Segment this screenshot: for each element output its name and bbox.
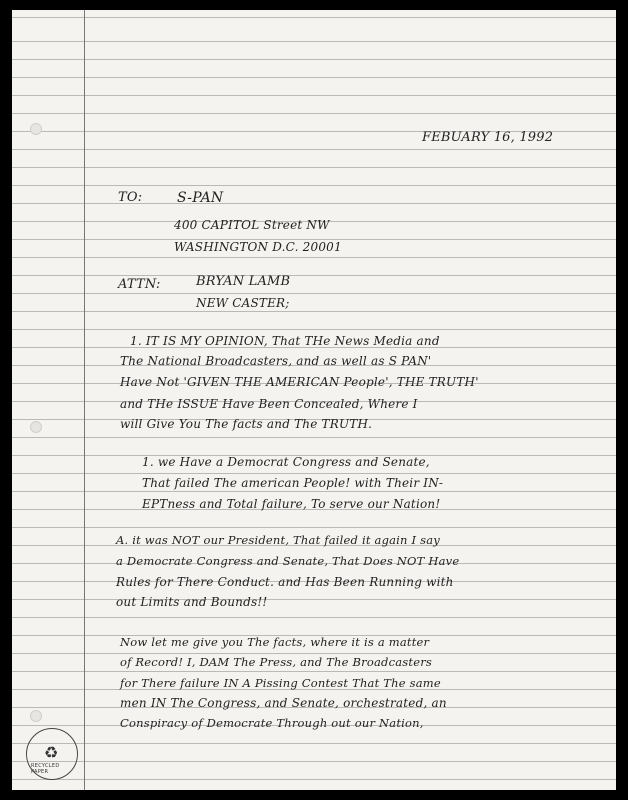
logo-text: RECYCLED PAPER <box>31 763 60 775</box>
margin-line <box>84 10 85 790</box>
body-line: A. it was NOT our President, That failed it again I say <box>116 533 440 547</box>
attn-name: BRYAN LAMB <box>196 274 291 289</box>
body-line: will Give You The facts and The TRUTH. <box>120 417 373 431</box>
letter-page <box>12 10 616 790</box>
body-line: Have Not 'GIVEN THE AMERICAN People', THE TRUTH' <box>120 375 479 389</box>
recycle-icon: ♻ <box>44 743 59 762</box>
body-line: Conspiracy of Democrate Through out our Nation, <box>120 716 424 730</box>
punch-hole <box>30 710 42 722</box>
body-line: 1. we Have a Democrat Congress and Senate, <box>142 455 430 469</box>
body-line: for There failure IN A Pissing Contest That The same <box>120 676 441 690</box>
body-line: The National Broadcasters, and as well as S PAN' <box>120 354 432 368</box>
attn-title: NEW CASTER; <box>196 296 290 310</box>
recycled-paper-logo <box>26 728 78 780</box>
body-line: EPTness and Total failure, To serve our Nation! <box>142 497 441 511</box>
body-line: Now let me give you The facts, where it is a matter <box>120 635 430 649</box>
body-line: out Limits and Bounds!! <box>116 595 268 609</box>
body-line: men IN The Congress, and Senate, orchestrated, an <box>120 696 447 710</box>
recipient-street: 400 CAPITOL Street NW <box>174 218 330 232</box>
body-line: That failed The american People! with Their IN- <box>142 476 444 490</box>
recipient-city: WASHINGTON D.C. 20001 <box>174 240 342 254</box>
to-label: TO: <box>118 190 143 205</box>
body-line: of Record! I, DAM The Press, and The Broadcasters <box>120 655 433 669</box>
body-line: Rules for There Conduct. and Has Been Running with <box>116 575 454 589</box>
punch-hole <box>30 123 42 135</box>
letter-date: FEBUARY 16, 1992 <box>422 130 554 145</box>
body-line: 1. IT IS MY OPINION, That THe News Media and <box>130 334 440 348</box>
body-line: and THe ISSUE Have Been Concealed, Where I <box>120 397 418 411</box>
recipient-name: S-PAN <box>177 190 224 206</box>
attn-label: ATTN: <box>118 277 161 292</box>
punch-hole <box>30 421 42 433</box>
body-line: a Democrate Congress and Senate, That Does NOT Have <box>116 554 460 568</box>
